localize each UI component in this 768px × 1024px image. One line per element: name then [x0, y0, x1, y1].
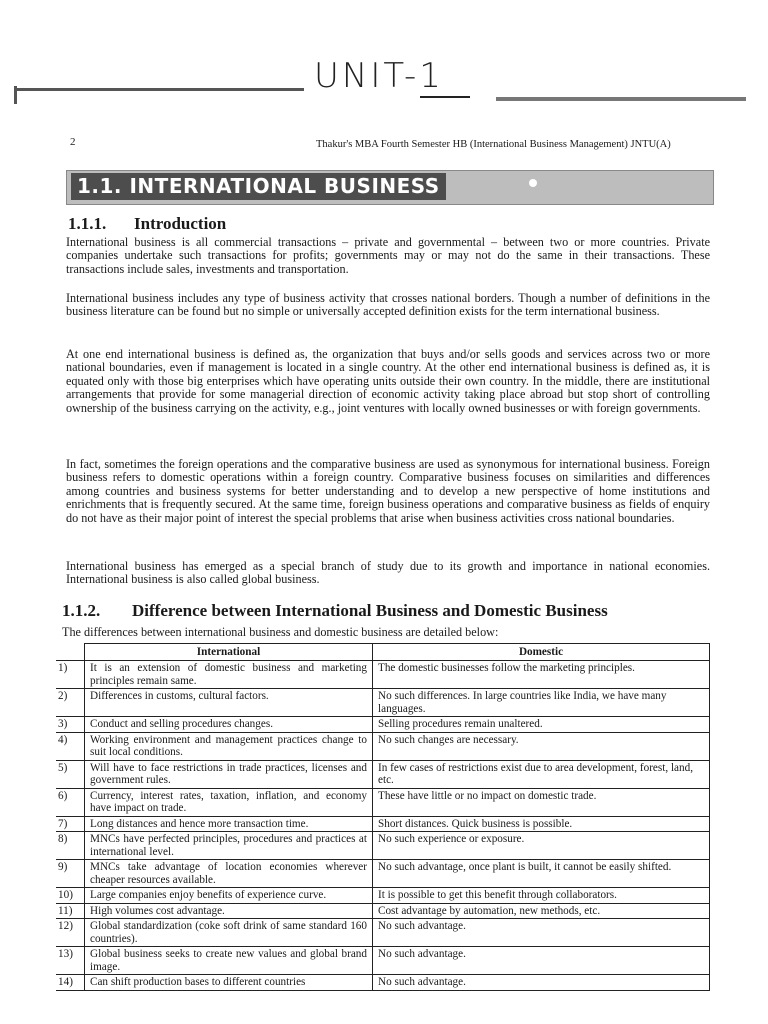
table-row [56, 689, 710, 717]
header-international: International [85, 644, 373, 661]
page-number: 2 [70, 136, 76, 148]
paragraph: In fact, sometimes the foreign operations and the comparative business are used as synonymous for international business. Foreign business refers to domestic operations within a foreign country. Comparative business focuses on similarities and differences among countries and business systems for better understanding and to develop a new perspective of home institutions and enrichments that is frequently secured. At the same time, foreign business operations and comparative business as fields of enquiry do not have as their major point of interest the special problems that arise when business activities cross national boundaries. [66, 457, 710, 525]
international-cell: Will have to face restrictions in trade practices, licenses and government rules. [85, 760, 373, 788]
table-row [56, 788, 710, 816]
handwritten-unit-heading: UNIT-1 [314, 56, 444, 96]
section-number: 1.1.2. [62, 601, 101, 620]
international-cell: Can shift production bases to different countries [85, 975, 373, 991]
domestic-cell: No such advantage, once plant is built, it cannot be easily shifted. [373, 860, 710, 888]
domestic-cell: No such advantage. [373, 947, 710, 975]
table-row [56, 832, 710, 860]
section-title: Difference between International Business and Domestic Business [132, 601, 608, 620]
domestic-cell: It is possible to get this benefit through collaborators. [373, 888, 710, 904]
banner-dot [529, 179, 537, 187]
header-rule-right [496, 97, 746, 101]
table-row [56, 888, 710, 904]
domestic-cell: In few cases of restrictions exist due to area development, forest, land, etc. [373, 760, 710, 788]
table-row [56, 860, 710, 888]
domestic-cell: No such differences. In large countries like India, we have many languages. [373, 689, 710, 717]
row-number: 1) [56, 661, 85, 689]
table-row [56, 732, 710, 760]
domestic-cell: Short distances. Quick business is possible. [373, 816, 710, 832]
domestic-cell: Cost advantage by automation, new methods, etc. [373, 903, 710, 919]
table-row [56, 947, 710, 975]
row-number: 8) [56, 832, 85, 860]
international-cell: Global business seeks to create new values and global brand image. [85, 947, 373, 975]
row-number: 4) [56, 732, 85, 760]
table-row [56, 816, 710, 832]
international-cell: MNCs have perfected principles, procedures and practices at international level. [85, 832, 373, 860]
chapter-banner [66, 170, 714, 205]
comparison-table [56, 643, 710, 991]
domestic-cell: No such changes are necessary. [373, 732, 710, 760]
domestic-cell: No such experience or exposure. [373, 832, 710, 860]
paragraph: At one end international business is defined as, the organization that buys and/or sells goods and services across two or more national boundaries, even if management is located in a single country. At the other end international business is defined as, it is equated only with those big enterprises which have operating units outside their own country. In the middle, there are institutional arrangements that provide for some managerial direction of economic activity taking place abroad but stop short of controlling ownership of the business carrying on the activity, e.g., joint ventures with locally owned businesses or with foreign governments. [66, 347, 710, 415]
table-row [56, 760, 710, 788]
international-cell: Global standardization (coke soft drink of same standard 160 countries). [85, 919, 373, 947]
row-number: 13) [56, 947, 85, 975]
section-heading-difference [62, 601, 608, 621]
header-spacer [56, 644, 85, 661]
international-cell: Conduct and selling procedures changes. [85, 717, 373, 733]
table-row [56, 661, 710, 689]
paragraph: International business is all commercial transactions – private and governmental – between two or more countries. Private companies undertake such transactions for profits; governments may or may not do the same in their transactions. These transactions include sales, investments and transportation. [66, 235, 710, 276]
table-row [56, 919, 710, 947]
row-number: 14) [56, 975, 85, 991]
row-number: 12) [56, 919, 85, 947]
section-title: Introduction [134, 214, 227, 233]
international-cell: MNCs take advantage of location economies wherever cheaper resources available. [85, 860, 373, 888]
section-heading-introduction [68, 214, 226, 234]
row-number: 2) [56, 689, 85, 717]
international-cell: Large companies enjoy benefits of experience curve. [85, 888, 373, 904]
row-number: 11) [56, 903, 85, 919]
row-number: 5) [56, 760, 85, 788]
table-body [56, 661, 710, 991]
table-row [56, 903, 710, 919]
handwritten-underline [420, 96, 470, 98]
international-cell: Long distances and hence more transaction time. [85, 816, 373, 832]
table-header-row [56, 644, 710, 661]
paragraph: International business includes any type of business activity that crosses national borders. Though a number of definitions in the business literature can be found but no simple or universally accepted definition exists for the term international business. [66, 291, 710, 319]
international-cell: Differences in customs, cultural factors. [85, 689, 373, 717]
table-row [56, 975, 710, 991]
row-number: 7) [56, 816, 85, 832]
row-number: 9) [56, 860, 85, 888]
international-cell: High volumes cost advantage. [85, 903, 373, 919]
banner-title: 1.1. INTERNATIONAL BUSINESS [71, 173, 446, 200]
international-cell: Working environment and management practices change to suit local conditions. [85, 732, 373, 760]
row-number: 10) [56, 888, 85, 904]
header-rule-left [14, 88, 304, 91]
international-cell: It is an extension of domestic business and marketing principles remain same. [85, 661, 373, 689]
table-intro: The differences between international business and domestic business are detailed below: [62, 625, 499, 639]
paragraph: International business has emerged as a special branch of study due to its growth and importance in national economies. International business is also called global business. [66, 559, 710, 587]
domestic-cell: No such advantage. [373, 919, 710, 947]
section-number: 1.1.1. [68, 214, 107, 233]
header-domestic: Domestic [373, 644, 710, 661]
running-head: Thakur's MBA Fourth Semester HB (International Business Management) JNTU(A) [316, 139, 671, 150]
table-row [56, 717, 710, 733]
domestic-cell: The domestic businesses follow the marketing principles. [373, 661, 710, 689]
domestic-cell: These have little or no impact on domestic trade. [373, 788, 710, 816]
row-number: 6) [56, 788, 85, 816]
domestic-cell: No such advantage. [373, 975, 710, 991]
row-number: 3) [56, 717, 85, 733]
domestic-cell: Selling procedures remain unaltered. [373, 717, 710, 733]
international-cell: Currency, interest rates, taxation, inflation, and economy have impact on trade. [85, 788, 373, 816]
